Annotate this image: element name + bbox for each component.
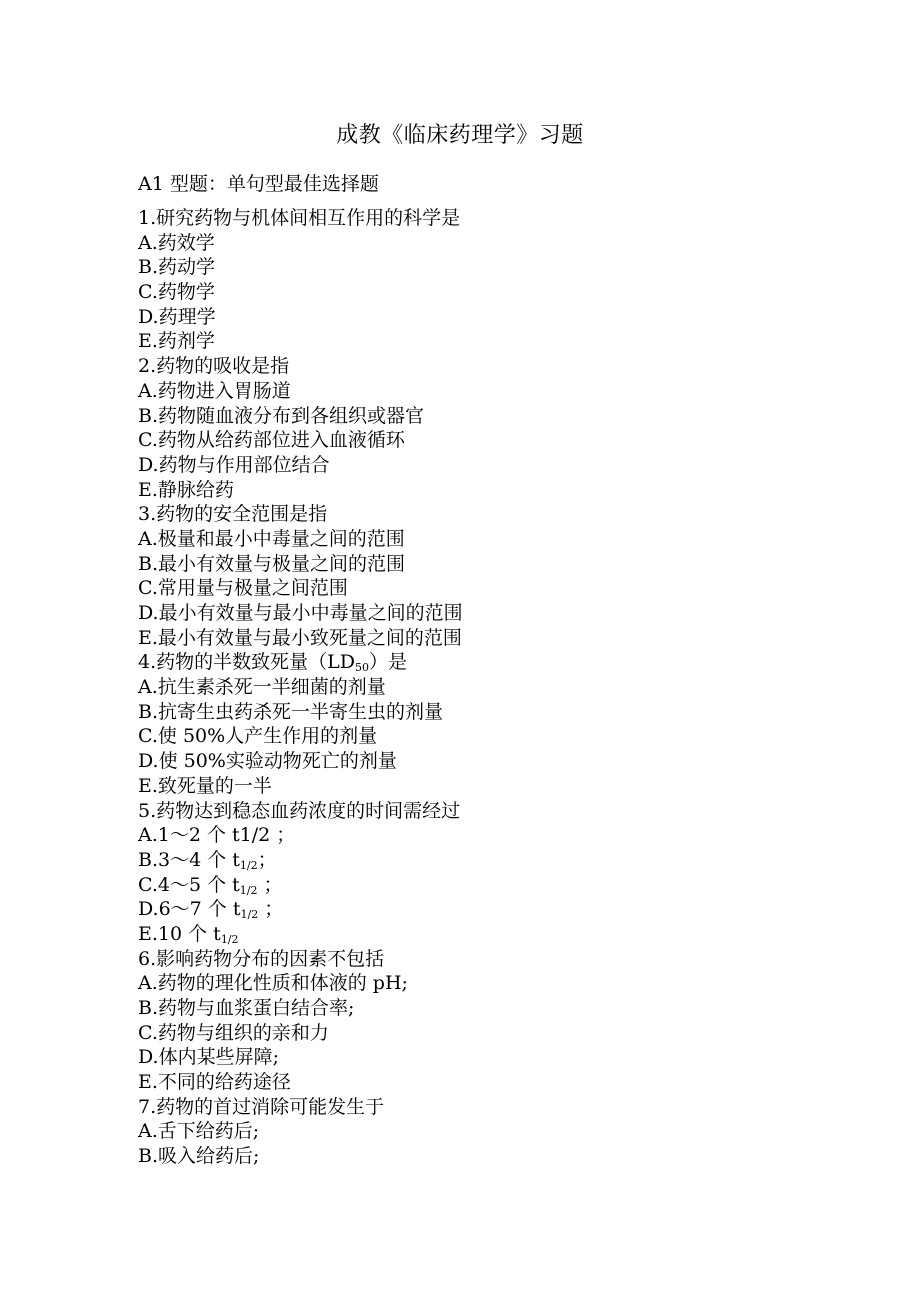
question-stem xyxy=(138,502,838,527)
line-text-suffix: ）是 xyxy=(368,651,407,674)
answer-option xyxy=(138,971,838,996)
line-text: B.药物随血液分布到各组织或器官 xyxy=(138,404,425,427)
subscript-text: 1/2 xyxy=(240,908,259,922)
line-text: B.药物与血浆蛋白结合率; xyxy=(138,997,355,1019)
subscript-text: 1/2 xyxy=(239,883,258,897)
answer-option xyxy=(138,873,838,898)
line-text: C.药物与组织的亲和力 xyxy=(138,1021,329,1044)
line-text: C.药物学 xyxy=(138,281,215,304)
question-stem xyxy=(138,799,838,824)
question-stem xyxy=(138,206,838,231)
answer-option xyxy=(138,774,838,799)
line-text: C.4～5 个 t xyxy=(138,873,240,896)
question-stem xyxy=(138,1095,838,1120)
line-text: B.3～4 个 t xyxy=(138,848,240,871)
answer-option xyxy=(138,1070,838,1095)
subscript-text: 50 xyxy=(354,661,369,675)
answer-option xyxy=(138,379,838,404)
line-text: E.静脉给药 xyxy=(138,478,234,501)
line-text: D.最小有效量与最小中毒量之间的范围 xyxy=(138,602,463,624)
answer-option xyxy=(138,552,838,577)
answer-option xyxy=(138,404,838,429)
line-text: A.药效学 xyxy=(138,231,215,254)
answer-option xyxy=(138,601,838,626)
answer-option xyxy=(138,1021,838,1046)
answer-option xyxy=(138,922,838,947)
line-text: A.药物进入胃肠道 xyxy=(138,379,291,402)
line-text: 3.药物的安全范围是指 xyxy=(138,503,328,526)
line-text: B.最小有效量与极量之间的范围 xyxy=(138,552,406,575)
answer-option xyxy=(138,527,838,552)
answer-option xyxy=(138,897,838,922)
answer-option xyxy=(138,675,838,700)
line-text: A.药物的理化性质和体液的 pH; xyxy=(138,972,408,995)
line-text: D.使 50%实验动物死亡的剂量 xyxy=(138,750,397,773)
line-text: B.药动学 xyxy=(138,256,216,279)
line-text: C.使 50%人产生作用的剂量 xyxy=(138,725,378,748)
line-text: E.药剂学 xyxy=(138,330,215,353)
line-text: C.药物从给药部位进入血液循环 xyxy=(138,429,405,452)
line-text: 5.药物达到稳态血药浓度的时间需经过 xyxy=(138,799,461,822)
subscript-text: 1/2 xyxy=(239,858,258,872)
line-text: B.抗寄生虫药杀死一半寄生虫的剂量 xyxy=(138,700,444,723)
line-text: E.致死量的一半 xyxy=(138,774,272,797)
line-text: A.1～2 个 t1/2 ； xyxy=(138,824,296,847)
question-list xyxy=(138,206,838,1169)
line-text: E.10 个 t xyxy=(138,922,221,945)
answer-option xyxy=(138,453,838,478)
answer-option xyxy=(138,823,838,848)
answer-option xyxy=(138,305,838,330)
answer-option xyxy=(138,329,838,354)
answer-option xyxy=(138,478,838,503)
answer-option xyxy=(138,231,838,256)
answer-option xyxy=(138,626,838,651)
line-text-suffix: ； xyxy=(258,898,284,921)
line-text: D.药物与作用部位结合 xyxy=(138,453,330,476)
line-text: D.药理学 xyxy=(138,305,216,328)
answer-option xyxy=(138,700,838,725)
line-text: A.抗生素杀死一半细菌的剂量 xyxy=(138,676,386,699)
answer-option xyxy=(138,848,838,873)
line-text-suffix: ； xyxy=(257,873,283,896)
subscript-text: 1/2 xyxy=(220,932,239,946)
question-stem xyxy=(138,354,838,379)
line-text: 6.影响药物分布的因素不包括 xyxy=(138,947,385,970)
line-text: D.6～7 个 t xyxy=(138,898,241,921)
line-text: B.吸入给药后; xyxy=(138,1145,260,1168)
line-text: 2.药物的吸收是指 xyxy=(138,355,290,378)
line-text: A.极量和最小中毒量之间的范围 xyxy=(138,527,405,550)
line-text: 7.药物的首过消除可能发生于 xyxy=(138,1095,385,1118)
line-text: E.最小有效量与最小致死量之间的范围 xyxy=(138,626,462,649)
answer-option xyxy=(138,1045,838,1070)
answer-option xyxy=(138,996,838,1021)
line-text: 4.药物的半数致死量（LD xyxy=(138,651,355,674)
answer-option xyxy=(138,1144,838,1169)
answer-option xyxy=(138,428,838,453)
line-text: E.不同的给药途径 xyxy=(138,1071,291,1094)
section-heading: A1 型题：单句型最佳选择题 xyxy=(138,173,379,195)
line-text: A.舌下给药后; xyxy=(138,1120,260,1143)
answer-option xyxy=(138,724,838,749)
question-stem xyxy=(138,650,838,675)
answer-option xyxy=(138,576,838,601)
question-stem xyxy=(138,947,838,972)
line-text: C.常用量与极量之间范围 xyxy=(138,577,348,600)
answer-option xyxy=(138,255,838,280)
answer-option xyxy=(138,749,838,774)
line-text: 1.研究药物与机体间相互作用的科学是 xyxy=(138,207,461,229)
line-text-suffix: ； xyxy=(257,848,277,871)
line-text: D.体内某些屏障; xyxy=(138,1046,279,1069)
answer-option xyxy=(138,280,838,305)
document-title: 成教《临床药理学》习题 xyxy=(336,123,584,148)
answer-option xyxy=(138,1119,838,1144)
